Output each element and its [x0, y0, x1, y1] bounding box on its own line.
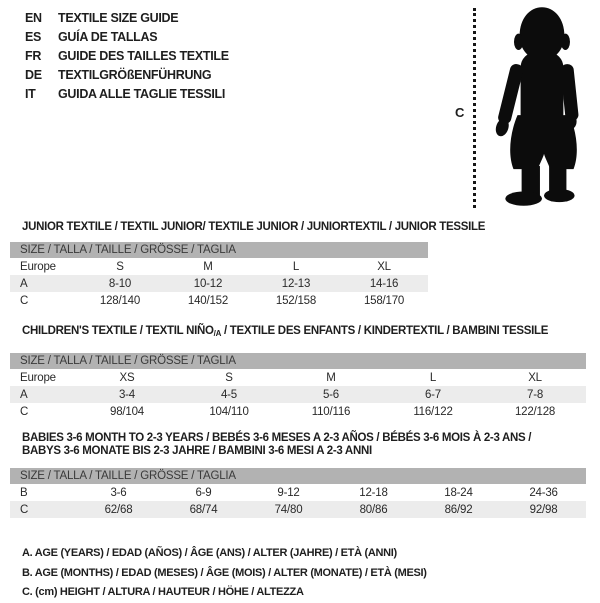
table-cell: M: [326, 371, 336, 384]
language-code: IT: [25, 87, 36, 101]
language-code: FR: [25, 49, 42, 63]
table-cell: XS: [119, 371, 135, 384]
row-label: A: [20, 388, 28, 401]
table-row: [10, 484, 586, 501]
table-cell: 86/92: [444, 503, 473, 516]
table-cell: 128/140: [99, 294, 141, 307]
table-row: [10, 369, 586, 386]
language-row: [25, 28, 229, 47]
language-row: [25, 9, 229, 28]
row-label: A: [20, 277, 28, 290]
language-code: ES: [25, 30, 42, 44]
language-row: [25, 85, 229, 104]
table-cell: 6-7: [424, 388, 442, 401]
table-cell: 4-5: [220, 388, 238, 401]
size-header: SIZE / TALLA / TAILLE / GRÖSSE / TAGLIA: [10, 353, 586, 369]
table-row: [10, 403, 586, 420]
language-label: GUIDE DES TAILLES TEXTILE: [58, 49, 229, 63]
table-cell: 98/104: [110, 405, 144, 418]
table-cell: 5-6: [322, 388, 340, 401]
size-header-row: [10, 353, 586, 369]
height-measure-line: [473, 8, 476, 208]
toddler-silhouette-icon: [487, 5, 599, 211]
table-cell: M: [203, 260, 213, 273]
top-section: [0, 0, 600, 215]
footnote-age-years: A. AGE (YEARS) / EDAD (AÑOS) / ÂGE (ANS) / ALTER (JAHRE) / ETÀ (ANNI): [22, 547, 397, 559]
table-cell: 6-9: [195, 486, 212, 499]
children-title-post: / TEXTILE DES ENFANTS / KINDERTEXTIL / BAMBINI TESSILE: [221, 325, 549, 337]
table-cell: L: [429, 371, 437, 384]
table-cell: 18-24: [444, 486, 473, 499]
size-header: SIZE / TALLA / TAILLE / GRÖSSE / TAGLIA: [10, 242, 428, 258]
table-cell: 110/116: [311, 405, 351, 418]
table-cell: 68/74: [189, 503, 218, 516]
height-marker-label: C: [455, 105, 465, 120]
table-row: [10, 275, 428, 292]
table-cell: 24-36: [529, 486, 558, 499]
babies-title-line2: BABYS 3-6 MONATE BIS 2-3 JAHRE / BAMBINI 3-6 MESI A 2-3 ANNI: [22, 445, 372, 457]
table-cell: 12-13: [281, 277, 311, 290]
babies-title-line1: BABIES 3-6 MONTH TO 2-3 YEARS / BEBÉS 3-6 MESES A 2-3 AÑOS / BÉBÉS 3-6 MOIS À 2-3 ANS /: [22, 432, 532, 444]
table-cell: L: [292, 260, 300, 273]
table-cell: 62/68: [104, 503, 133, 516]
table-cell: 104/110: [209, 405, 249, 418]
footnote-legend: [22, 544, 600, 603]
row-label: Europe: [20, 260, 56, 273]
junior-section-title: JUNIOR TEXTILE / TEXTIL JUNIOR/ TEXTILE JUNIOR / JUNIORTEXTIL / JUNIOR TESSILE: [22, 221, 486, 233]
language-code: EN: [25, 11, 42, 25]
row-label: C: [20, 503, 29, 516]
table-cell: S: [116, 260, 124, 273]
babies-section-title: [22, 432, 600, 458]
table-cell: XL: [528, 371, 542, 384]
row-label: C: [20, 294, 29, 307]
table-cell: 116/122: [413, 405, 453, 418]
language-label: GUÍA DE TALLAS: [58, 30, 158, 44]
table-cell: 152/158: [275, 294, 317, 307]
table-cell: 14-16: [369, 277, 399, 290]
junior-size-table: [10, 242, 428, 309]
language-list: [25, 9, 229, 104]
table-row: [10, 501, 586, 518]
table-row: [10, 258, 428, 275]
table-cell: 12-18: [359, 486, 388, 499]
table-cell: S: [225, 371, 233, 384]
footnote-height: C. (cm) HEIGHT / ALTURA / HAUTEUR / HÖHE / ALTEZZA: [22, 586, 304, 598]
children-title-pre: CHILDREN'S TEXTILE / TEXTIL NIÑO: [22, 325, 214, 337]
table-cell: 74/80: [274, 503, 303, 516]
table-cell: 92/98: [529, 503, 558, 516]
language-code: DE: [25, 68, 42, 82]
table-cell: 80/86: [359, 503, 388, 516]
table-cell: 7-8: [527, 388, 544, 401]
table-row: [10, 292, 428, 309]
size-header-row: [10, 468, 586, 484]
table-cell: XL: [377, 260, 391, 273]
row-label: Europe: [20, 371, 56, 384]
children-size-table: [10, 353, 586, 420]
language-label: TEXTILE SIZE GUIDE: [58, 11, 179, 25]
language-row: [25, 66, 229, 85]
footnote-age-months: B. AGE (MONTHS) / EDAD (MESES) / ÂGE (MOIS) / ALTER (MONATE) / ETÀ (MESI): [22, 566, 427, 579]
table-cell: 140/152: [187, 294, 229, 307]
language-label: GUIDA ALLE TAGLIE TESSILI: [58, 87, 226, 101]
row-label: B: [20, 486, 28, 499]
language-label: TEXTILGRÖßENFÜHRUNG: [58, 68, 212, 82]
language-row: [25, 47, 229, 66]
table-cell: 8-10: [108, 277, 132, 290]
children-section-title: [22, 325, 600, 340]
children-title-sub: /A: [213, 329, 222, 338]
table-cell: 122/128: [514, 405, 556, 418]
row-label: C: [20, 405, 29, 418]
size-header: SIZE / TALLA / TAILLE / GRÖSSE / TAGLIA: [10, 468, 586, 484]
table-cell: 158/170: [363, 294, 405, 307]
table-cell: 10-12: [193, 277, 223, 290]
table-cell: 9-12: [277, 486, 300, 499]
size-header-row: [10, 242, 428, 258]
table-row: [10, 386, 586, 403]
babies-size-table: [10, 468, 586, 518]
table-cell: 3-6: [110, 486, 127, 499]
table-cell: 3-4: [118, 388, 136, 401]
